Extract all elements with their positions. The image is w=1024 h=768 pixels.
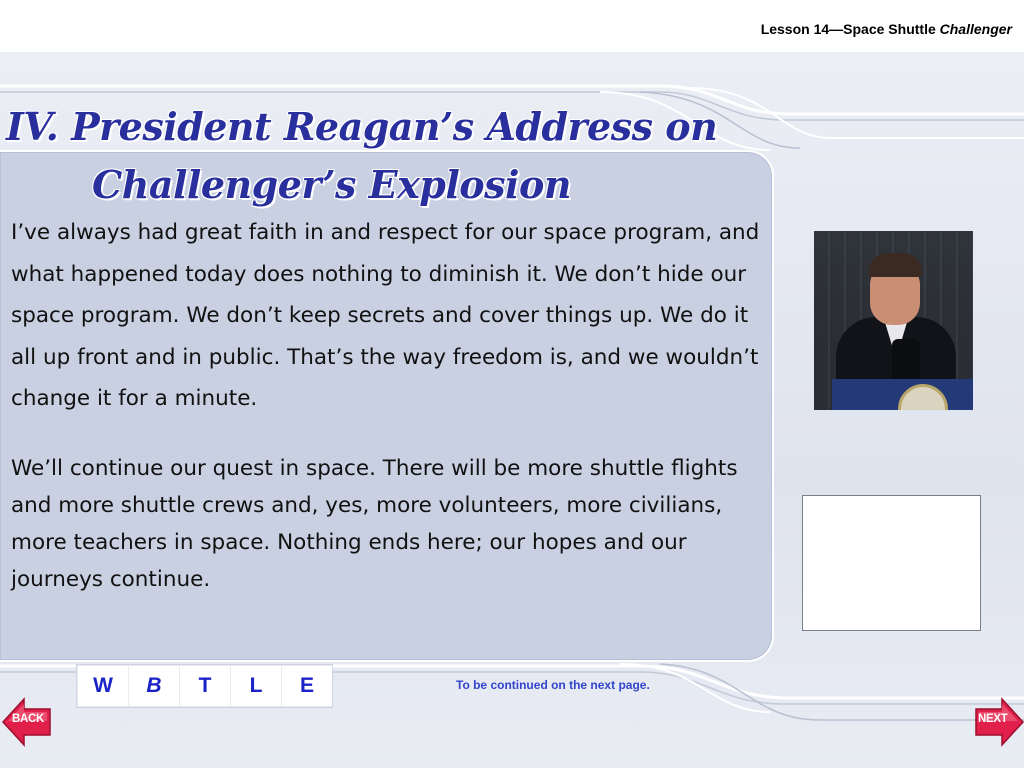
header-bar bbox=[0, 0, 1024, 52]
lesson-title-prefix: Lesson 14—Space Shuttle bbox=[760, 21, 940, 37]
back-button[interactable] bbox=[2, 697, 52, 747]
photo-hair bbox=[868, 253, 922, 277]
speech-text bbox=[11, 212, 771, 598]
photo-microphone bbox=[892, 339, 920, 383]
next-button[interactable] bbox=[974, 697, 1024, 747]
section-nav bbox=[76, 664, 333, 708]
lesson-title-italic: Challenger bbox=[939, 21, 1012, 37]
back-label: BACK bbox=[12, 713, 45, 725]
continued-note: To be continued on the next page. bbox=[456, 678, 650, 692]
slide-title bbox=[0, 98, 760, 214]
nav-letter-l[interactable]: L bbox=[231, 666, 281, 706]
nav-letter-b[interactable]: B bbox=[129, 666, 179, 706]
reagan-photo bbox=[814, 231, 973, 410]
nav-letter-e[interactable]: E bbox=[282, 666, 332, 706]
media-placeholder bbox=[802, 495, 981, 631]
slide-title-line-2: Challenger’s Explosion bbox=[92, 162, 571, 207]
nav-letter-t[interactable]: T bbox=[180, 666, 230, 706]
speech-paragraph-1: I’ve always had great faith in and respect for our space program, and what happened today does nothing to diminish it. We don’t hide our space program. We don’t keep secrets and cover things up. We do it all up front and in public. That’s the way freedom is, and we wouldn’t change it for a minute. bbox=[11, 220, 760, 411]
speech-paragraph-2: We’ll continue our quest in space. There will be more shuttle flights and more shuttle crews and, yes, more volunteers, more civilians, more teachers in space. Nothing ends here; our hopes and our journeys continue. bbox=[11, 455, 738, 592]
lesson-title bbox=[761, 21, 1012, 37]
next-label: NEXT bbox=[978, 713, 1008, 725]
nav-letter-w[interactable]: W bbox=[78, 666, 128, 706]
slide-title-line-1: IV. President Reagan’s Address on bbox=[6, 104, 718, 149]
